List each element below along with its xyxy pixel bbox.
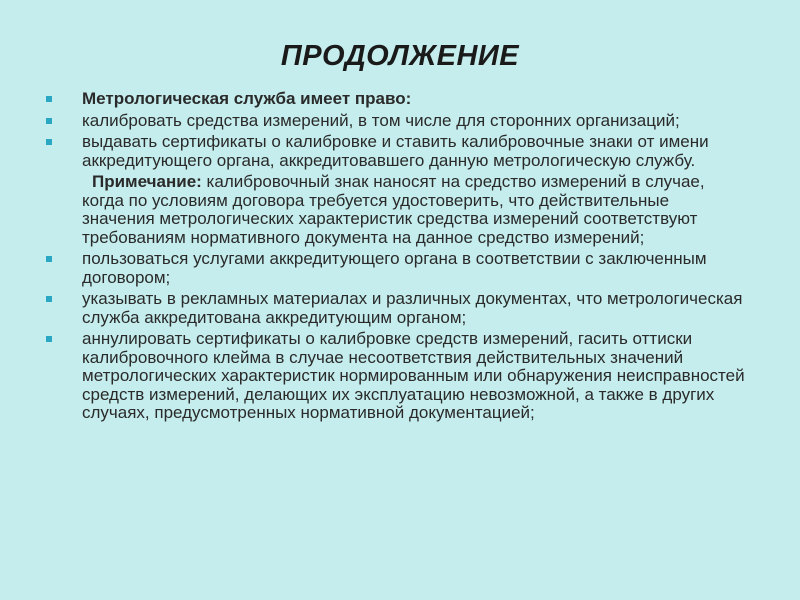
list-item [46, 112, 746, 131]
list-item [46, 133, 746, 170]
list-item-text: калибровать средства измерений, в том числе для сторонних организаций; [82, 110, 680, 130]
square-bullet-icon [46, 139, 52, 145]
list-item-text: пользоваться услугами аккредитующего органа в соответствии с заключенным договором; [82, 249, 707, 287]
list-item-text: Метрологическая служба имеет право: [82, 89, 412, 108]
square-bullet-icon [46, 336, 52, 342]
note-label: Примечание: [92, 172, 202, 191]
list-item-text: указывать в рекламных материалах и различных документах, что метрологическая служба аккредитована аккредитующим органом; [82, 289, 743, 327]
square-bullet-icon [46, 296, 52, 302]
square-bullet-icon [46, 96, 52, 102]
note-paragraph [46, 173, 746, 247]
list-item [46, 250, 746, 287]
slide-title: ПРОДОЛЖЕНИЕ [280, 40, 520, 72]
slide-content [46, 90, 746, 426]
list-item-text: выдавать сертификаты о калибровке и ставить калибровочные знаки от имени аккредитующего органа, аккредитовавшего данную метрологическую службу. [82, 132, 709, 170]
list-item-text: аннулировать сертификаты о калибровке средств измерений, гасить оттиски калибровочного клейма в случае несоответствия действительных значений метрологических характеристик нормированным или обнаружения неисправностей средств измерений, делающих их эксплуатацию невозможной, а также в других случаях, предусмотренных нормативной документацией; [82, 329, 745, 422]
square-bullet-icon [46, 256, 52, 262]
note-text: калибровочный знак наносят на средство измерений в случае, когда по условиям договора требуется удостоверить, что действительные значения метрологических характеристик средства измерений соответствуют требованиям нормативного документа на данное средство измерений; [82, 172, 705, 247]
list-item [46, 330, 746, 423]
list-item [46, 90, 746, 109]
square-bullet-icon [46, 118, 52, 124]
list-item [46, 290, 746, 327]
